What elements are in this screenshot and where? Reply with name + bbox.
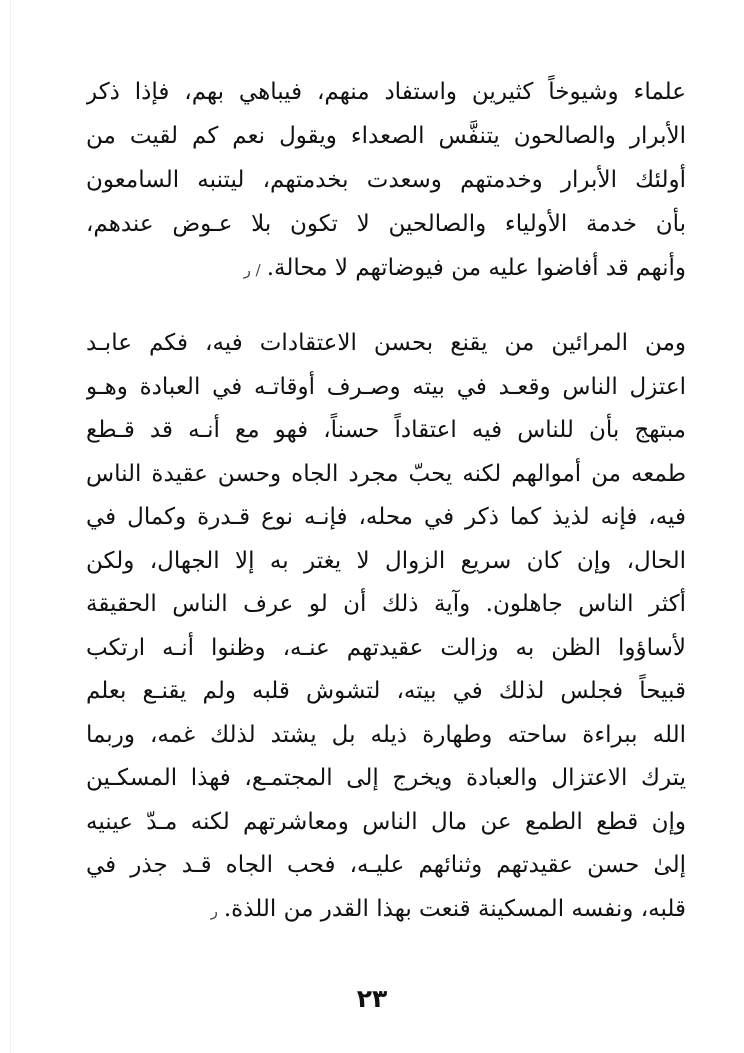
text-line: ومن المرائين من يقنع بحسن الاعتقادات فيه، فكم عابـد bbox=[86, 330, 686, 356]
text-line: الله ببراءة ساحته وطهارة ذيله بل يشتد لذلك غمه، وربما bbox=[86, 721, 686, 748]
text-line-last bbox=[86, 246, 686, 290]
text-line: بأن خدمة الأولياء والصالحين لا تكون بلا عـوض عندهم، bbox=[86, 211, 686, 237]
page-edge-shadow bbox=[10, 0, 11, 1053]
text-line-content: قلبه، ونفسه المسكينة قنعت بهذا القدر من اللذة. bbox=[223, 895, 686, 922]
text-line-last bbox=[86, 888, 686, 932]
paragraph-2 bbox=[86, 322, 686, 931]
handwritten-mark: / ر bbox=[243, 261, 261, 279]
text-line-content: وأنهم قد أفاضوا عليه من فيوضاتهم لا محالة. bbox=[266, 255, 686, 281]
paragraph-1 bbox=[86, 70, 686, 290]
text-line: وإن قطع الطمع عن مال الناس ومعاشرتهم لكنه مـدّ عينيه bbox=[86, 808, 686, 835]
text-line: فيه، فإنه لذيذ كما ذكر في محله، فإنـه نوع قـدرة وكمال في bbox=[86, 504, 686, 530]
text-line: لأساؤوا الظن به وزالت عقيدتهم عنـه، وظنوا أنـه ارتكب bbox=[86, 634, 686, 661]
text-line: طمعه من أموالهم لكنه يحبّ مجرد الجاه وحسن عقيدة الناس bbox=[86, 460, 686, 487]
text-line: مبتهج بأن للناس فيه اعتقاداً حسناً، فهو مع أنـه قد قـطع bbox=[86, 417, 686, 443]
text-line: أولئك الأبرار وخدمتهم وسعدت بخدمتهم، ليتنبه السامعون bbox=[86, 167, 686, 193]
page-number: ٢٣ bbox=[356, 984, 388, 1013]
handwritten-mark: ر bbox=[210, 901, 218, 920]
text-line: أكثر الناس جاهلون. وآية ذلك أن لو عرف الناس الحقيقة bbox=[86, 591, 686, 617]
text-line: إلىٰ حسن عقيدتهم وثنائهم عليـه، فحب الجاه قـد جذر في bbox=[86, 852, 686, 878]
text-line: علماء وشيوخاً كثيرين واستفاد منهم، فيباهي بهم، فإذا ذكر bbox=[86, 79, 686, 105]
text-line: الحال، وإن كان سريع الزوال لا يغتر به إلا الجهال، ولكن bbox=[86, 547, 686, 574]
text-line: قبيحاً فجلس لذلك في بيته، لتشوش قلبه ولم يقنـع بعلم bbox=[86, 678, 686, 704]
text-line: الأبرار والصالحون يتنفَّس الصعداء ويقول نعم كم لقيت من bbox=[86, 123, 686, 149]
text-line: يترك الاعتزال والعبادة ويخرج إلى المجتمـع، فهذا المسكـين bbox=[86, 765, 686, 791]
text-line: اعتزل الناس وقعـد في بيته وصـرف أوقاتـه في العبادة وهـو bbox=[86, 373, 686, 400]
